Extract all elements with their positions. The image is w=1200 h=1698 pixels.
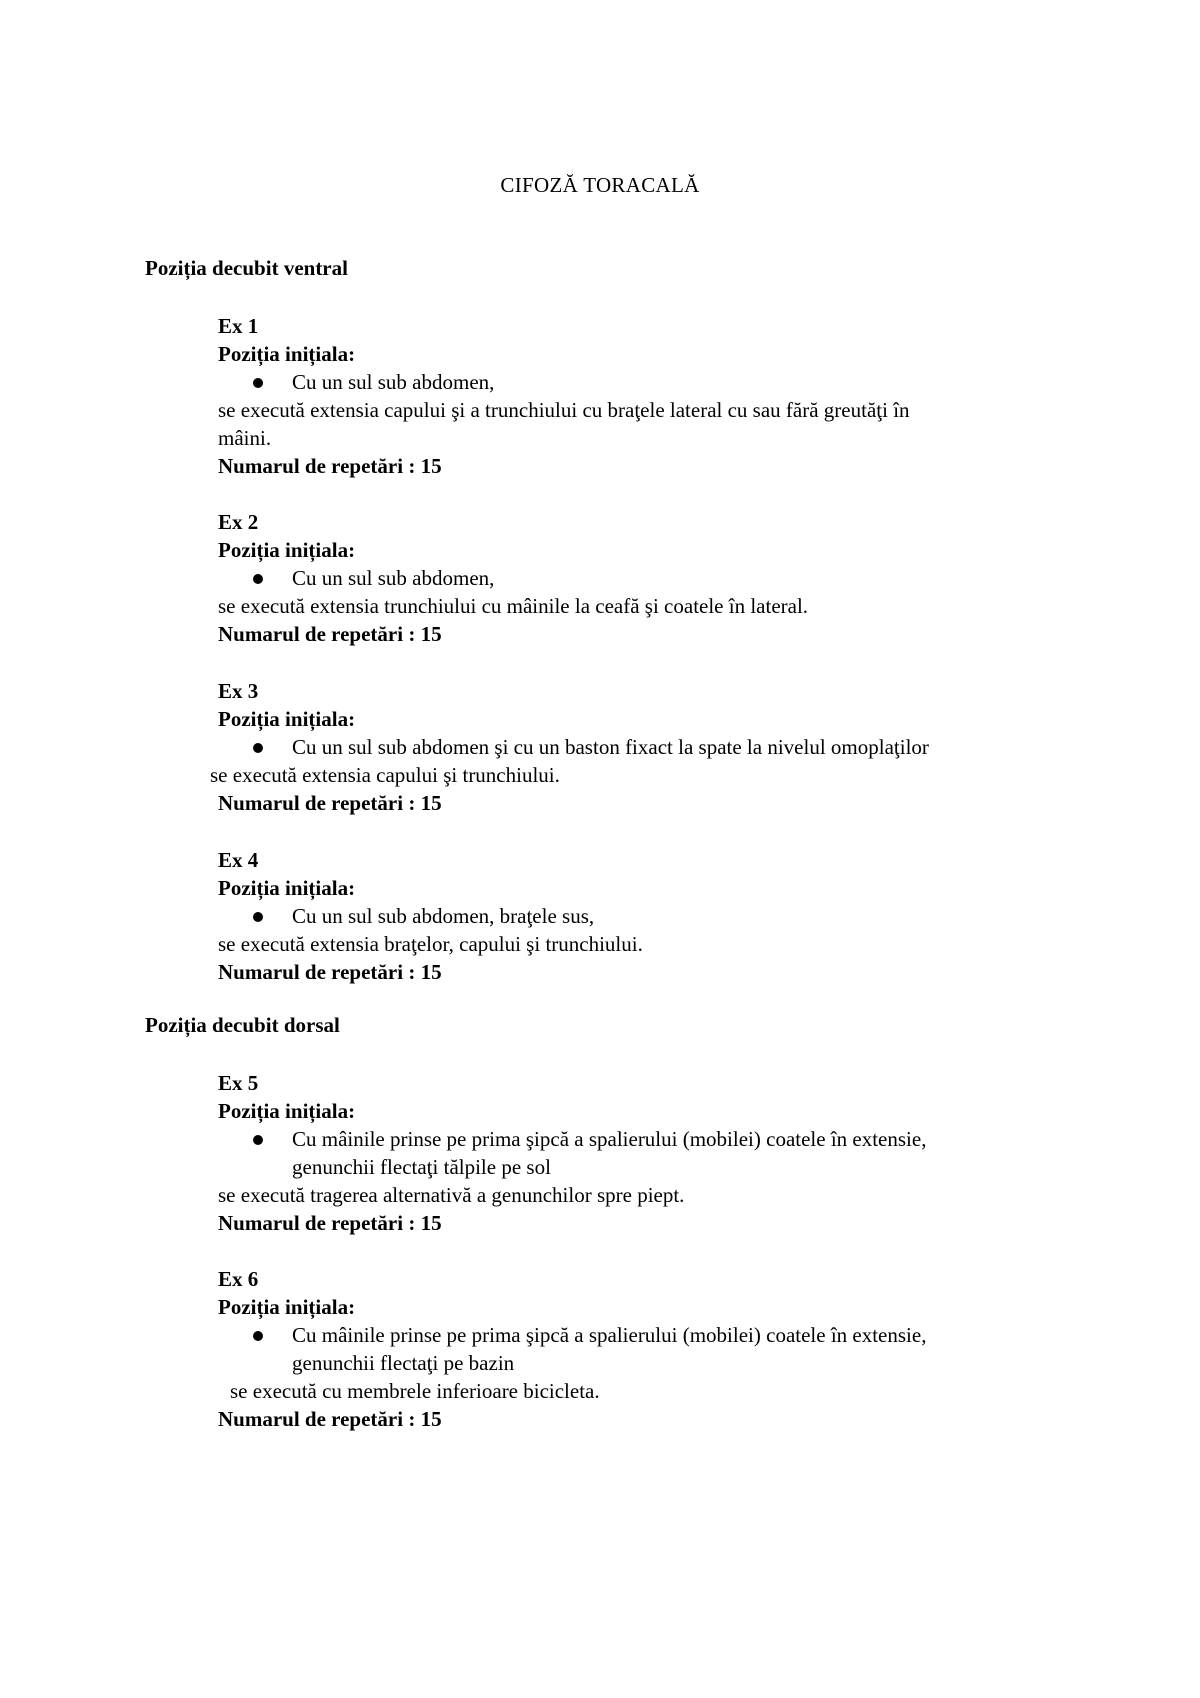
exercise-label: Ex 5 [218,1071,259,1095]
bullet-text: Cu un sul sub abdomen şi cu un baston fixact la spate la nivelul omoplaţilor [292,735,929,759]
exercise-3 [210,677,1078,817]
repetitions: Numarul de repetări : 15 [218,1211,442,1235]
repetitions: Numarul de repetări : 15 [218,622,442,646]
initial-position-label: Poziția inițiala: [218,1295,356,1319]
description-line: se execută extensia braţelor, capului şi trunchiului. [218,932,643,956]
description-line: se execută cu membrele inferioare bicicleta. [230,1379,600,1403]
bullet-text: Cu mâinile prinse pe prima şipcă a spalierului (mobilei) coatele în extensie, [292,1127,927,1151]
section-heading-ventral: Poziția decubit ventral [145,256,348,280]
bullet-item [218,902,1078,930]
repetitions: Numarul de repetări : 15 [218,454,442,478]
exercise-6 [218,1265,1078,1433]
description-line: se execută tragerea alternativă a genunchilor spre piept. [218,1183,685,1207]
bullet-item [218,564,1078,592]
bullet-continuation: genunchii flectaţi tălpile pe sol [292,1155,551,1179]
repetitions: Numarul de repetări : 15 [218,791,442,815]
exercise-label: Ex 4 [218,848,259,872]
initial-position-label: Poziția inițiala: [218,707,356,731]
bullet-icon [253,1135,263,1145]
document-title: CIFOZĂ TORACALĂ [500,173,700,197]
exercise-5 [218,1069,1078,1237]
bullet-icon [253,1331,263,1341]
initial-position-label: Poziția inițiala: [218,876,356,900]
bullet-text: Cu un sul sub abdomen, braţele sus, [292,904,595,928]
exercise-1 [218,312,1078,480]
initial-position-label: Poziția inițiala: [218,342,356,366]
bullet-item [218,1125,1078,1153]
bullet-text: Cu un sul sub abdomen, [292,566,495,590]
repetitions: Numarul de repetări : 15 [218,960,442,984]
description-line: se execută extensia capului şi trunchiului. [210,763,560,787]
exercise-label: Ex 3 [218,679,259,703]
section-heading-dorsal: Poziția decubit dorsal [145,1013,340,1037]
bullet-icon [253,574,263,584]
bullet-text: Cu mâinile prinse pe prima şipcă a spalierului (mobilei) coatele în extensie, [292,1323,927,1347]
bullet-icon [253,378,263,388]
description-line: se execută extensia capului şi a trunchiului cu braţele lateral cu sau fără greutăţi în [218,398,910,422]
bullet-continuation: genunchii flectaţi pe bazin [292,1351,515,1375]
bullet-item [218,733,1078,761]
exercise-2 [218,508,1078,648]
exercise-label: Ex 1 [218,314,259,338]
description-line: mâini. [218,426,272,450]
bullet-item [218,368,1078,396]
exercise-label: Ex 6 [218,1267,259,1291]
bullet-icon [253,912,263,922]
description-line: se execută extensia trunchiului cu mâinile la ceafă şi coatele în lateral. [218,594,809,618]
exercise-4 [218,846,1078,986]
exercise-label: Ex 2 [218,510,259,534]
repetitions: Numarul de repetări : 15 [218,1407,442,1431]
bullet-icon [253,743,263,753]
bullet-text: Cu un sul sub abdomen, [292,370,495,394]
initial-position-label: Poziția inițiala: [218,1099,356,1123]
initial-position-label: Poziția inițiala: [218,538,356,562]
bullet-item [218,1321,1078,1349]
